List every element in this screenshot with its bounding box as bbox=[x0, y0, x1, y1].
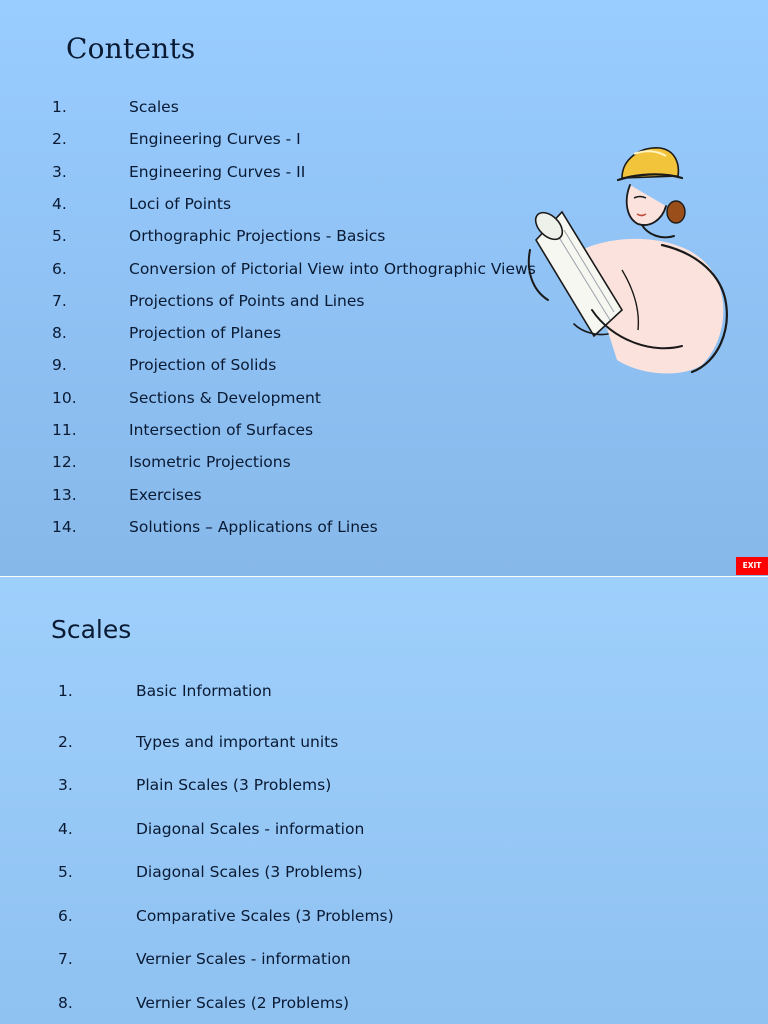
contents-slide: Contents 1. Scales 2. Engineering Curves - I 3. Engineering Curves - II 4. Loci of Points 5. Orthographic Projections - Basics 6. Conversion of Pictorial View into Orthographic Views 7. Projections of Points and Lines 8. Projection of Planes 9. Projection of Solids 10. Sections & Development 11. Intersection of Surfaces 12. Isometric Projections 13. Exercises 14. Solutions – Applications of Lines EXIT bbox=[0, 0, 768, 576]
engineer-clipart bbox=[522, 140, 742, 385]
scales-slide: Scales 1. Basic Information 2. Types and important units 3. Plain Scales (3 Problems) 4. Diagonal Scales - information 5. Diagonal Scales (3 Problems) 6. Comparative Scales (3 Problems) 7. Vernier Scales - information 8. Vernier Scales (2 Problems) bbox=[0, 577, 768, 1024]
exit-button[interactable]: EXIT bbox=[736, 557, 768, 575]
section-title: Scales bbox=[51, 615, 132, 644]
page-title: Contents bbox=[66, 32, 196, 65]
